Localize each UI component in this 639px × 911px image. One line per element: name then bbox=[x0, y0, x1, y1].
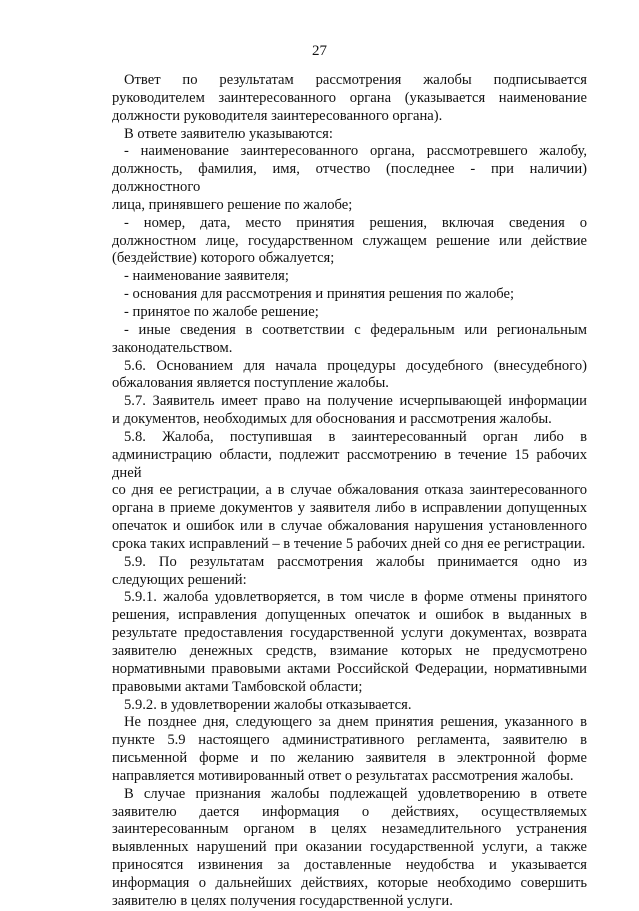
text-line: письменной форме и по желанию заявителя в электронной форме bbox=[112, 750, 587, 767]
text-line: выявленных нарушений при оказании государственной услуги, а также bbox=[112, 839, 587, 856]
text-line: 5.8. Жалоба, поступившая в заинтересованный орган либо в bbox=[124, 428, 587, 445]
text-line: правовыми актами Тамбовской области; bbox=[112, 678, 363, 695]
text-line: органа в приеме документов у заявителя либо в исправлении допущенных bbox=[112, 500, 587, 517]
text-line: должностном лице, государственном служащем решение или действие bbox=[112, 232, 587, 249]
text-line: опечаток и ошибок или в случае обжалования нарушения установленного bbox=[112, 518, 587, 535]
text-line: решения, исправления допущенных опечаток и ошибок в выданных в bbox=[112, 607, 587, 624]
text-line: (бездействие) которого обжалуется; bbox=[112, 250, 335, 267]
text-line: приносятся извинения за доставленные неудобства и указывается bbox=[112, 857, 587, 874]
text-line: следующих решений: bbox=[112, 571, 247, 588]
text-line: В случае признания жалобы подлежащей удовлетворению в ответе bbox=[124, 785, 587, 802]
text-line: - принятое по жалобе решение; bbox=[124, 303, 319, 320]
text-line: направляется мотивированный ответ о результатах рассмотрения жалобы. bbox=[112, 767, 574, 784]
text-line: результате предоставления государственной услуги документах, возврата bbox=[112, 625, 587, 642]
text-line: и документов, необходимых для обоснования и рассмотрения жалобы. bbox=[112, 411, 552, 428]
text-line: со дня ее регистрации, а в случае обжалования отказа заинтересованного bbox=[112, 482, 587, 499]
text-line: администрацию области, подлежит рассмотрению в течение 15 рабочих дней bbox=[112, 446, 587, 481]
text-line: обжалования является поступление жалобы. bbox=[112, 375, 389, 392]
text-line: 5.9.1. жалоба удовлетворяется, в том числе в форме отмены принятого bbox=[124, 589, 587, 606]
text-line: 5.9. По результатам рассмотрения жалобы принимается одно из bbox=[124, 553, 587, 570]
text-line: должность, фамилия, имя, отчество (последнее - при наличии) должностного bbox=[112, 161, 587, 196]
text-line: - иные сведения в соответствии с федеральным или региональным bbox=[124, 321, 587, 338]
text-line: заявителю денежных средств, взимание которых не предусмотрено bbox=[112, 643, 587, 659]
text-line: заявителю дается информация о действиях, осуществляемых bbox=[112, 803, 587, 820]
text-line: лица, принявшего решение по жалобе; bbox=[112, 196, 353, 213]
text-line: нормативными правовыми актами Российской Федерации, нормативными bbox=[112, 660, 587, 677]
text-line: информация о дальнейших действиях, которые необходимо совершить bbox=[112, 874, 587, 891]
text-line: - основания для рассмотрения и принятия решения по жалобе; bbox=[124, 286, 515, 303]
text-line: В ответе заявителю указываются: bbox=[124, 125, 333, 142]
text-line: 5.7. Заявитель имеет право на получение исчерпывающей информации bbox=[124, 393, 587, 410]
text-line: 5.9.2. в удовлетворении жалобы отказывается. bbox=[124, 696, 412, 713]
text-line: заявителю в целях получения государственной услуги. bbox=[112, 892, 453, 909]
text-line: - наименование заинтересованного органа, рассмотревшего жалобу, bbox=[124, 143, 587, 160]
text-line: 5.6. Основанием для начала процедуры досудебного (внесудебного) bbox=[124, 357, 587, 374]
text-line: заинтересованным органом в целях незамедлительного устранения bbox=[112, 821, 587, 838]
text-line: пункте 5.9 настоящего административного регламента, заявителю в bbox=[112, 732, 587, 749]
text-line: срока таких исправлений – в течение 5 рабочих дней со дня ее регистрации. bbox=[112, 535, 586, 552]
text-line: законодательством. bbox=[112, 339, 233, 356]
text-line: должности руководителя заинтересованного органа). bbox=[112, 107, 443, 124]
page-number: 27 bbox=[312, 43, 327, 59]
text-line: руководителем заинтересованного органа (указывается наименование bbox=[112, 89, 587, 106]
text-line: Не позднее дня, следующего за днем принятия решения, указанного в bbox=[124, 714, 587, 731]
text-line: - наименование заявителя; bbox=[124, 268, 289, 285]
body-text bbox=[112, 72, 587, 911]
text-line: Ответ по результатам рассмотрения жалобы подписывается bbox=[124, 72, 587, 88]
text-line: - номер, дата, место принятия решения, включая сведения о bbox=[124, 214, 587, 231]
